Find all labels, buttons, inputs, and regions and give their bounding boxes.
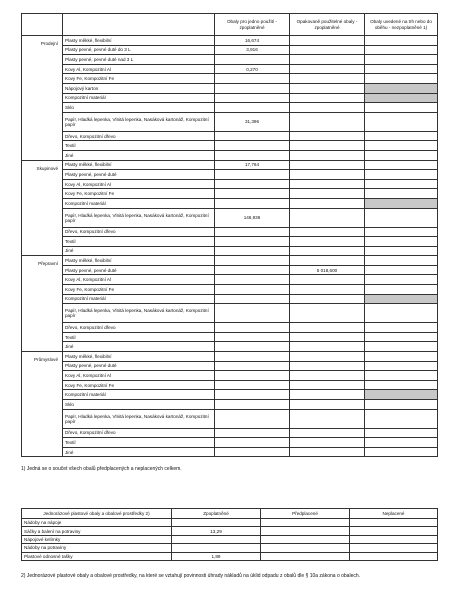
table-row	[22, 352, 438, 362]
value-unpaid	[365, 74, 438, 84]
value-unpaid	[350, 535, 438, 543]
table-row	[22, 227, 438, 237]
material-label: Plasty pevné, pevné duté	[63, 361, 215, 371]
table-row	[22, 371, 438, 381]
header-charged: Zpoplatněné	[172, 509, 261, 519]
material-label: Jiné	[63, 447, 215, 457]
value-reusable	[290, 208, 365, 227]
material-label: Dřevo, Kompozitní dřevo	[63, 131, 215, 141]
value-reusable	[290, 400, 365, 410]
value-single-use	[215, 371, 290, 381]
category-label: Nádoby na potraviny	[22, 544, 172, 552]
footnote-2: 2) Jednorázové plastové obaly a obalové prostředky, na které se vztahují povinnosti úhrady nákladů na úklid odpadu z obalů dle § 10a zákona o obalech.	[21, 573, 361, 579]
value-unpaid	[365, 304, 438, 323]
value-reusable	[290, 447, 365, 457]
material-label: Kompozitní materiál	[63, 390, 215, 400]
material-label: Kovy Al, Kompozitní Al	[63, 275, 215, 285]
value-single-use: 146,936	[215, 208, 290, 227]
value-single-use	[215, 323, 290, 333]
value-charged	[172, 519, 261, 527]
value-unpaid	[365, 55, 438, 65]
value-unpaid	[365, 342, 438, 352]
material-label: Sklo	[63, 103, 215, 113]
table-row	[22, 285, 438, 295]
material-label: Textil	[63, 438, 215, 448]
value-single-use: 0,270	[215, 64, 290, 74]
table-row	[22, 198, 438, 208]
header-unpaid: Neplacené	[350, 509, 438, 519]
table-row	[22, 400, 438, 410]
material-label: Kovy Fe, Kompozitní Fe	[63, 74, 215, 84]
value-single-use	[215, 304, 290, 323]
value-single-use	[215, 380, 290, 390]
table-row	[22, 447, 438, 457]
value-single-use	[215, 256, 290, 266]
value-reusable	[290, 170, 365, 180]
value-unpaid	[365, 179, 438, 189]
value-single-use: 16,674	[215, 36, 290, 46]
value-unpaid	[365, 390, 438, 400]
value-reusable	[290, 390, 365, 400]
value-unpaid	[365, 275, 438, 285]
value-single-use	[215, 409, 290, 428]
single-use-plastics-table	[21, 508, 438, 561]
material-label: Plasty pevné, pevné duté	[63, 170, 215, 180]
table-row	[22, 64, 438, 74]
value-unpaid	[365, 189, 438, 199]
table-row	[22, 93, 438, 103]
table-row	[22, 294, 438, 304]
material-label: Kovy Fe, Kompozitní Fe	[63, 189, 215, 199]
category-label: Nádoby na nápoje	[22, 519, 172, 527]
material-label: Kompozitní materiál	[63, 93, 215, 103]
value-unpaid	[365, 198, 438, 208]
value-reusable	[290, 285, 365, 295]
value-unpaid	[365, 256, 438, 266]
value-reusable	[290, 342, 365, 352]
value-reusable	[290, 150, 365, 160]
table-row	[22, 74, 438, 84]
table-row	[22, 361, 438, 371]
table-row	[22, 179, 438, 189]
table-row	[22, 103, 438, 113]
value-unpaid	[365, 332, 438, 342]
category-label: Sáčky a balení na potraviny	[22, 527, 172, 535]
value-single-use	[215, 390, 290, 400]
group-label: Průmyslové	[22, 352, 63, 457]
table-row	[22, 45, 438, 55]
material-label: Nápojový karton	[63, 83, 215, 93]
value-reusable	[290, 428, 365, 438]
value-reusable	[290, 409, 365, 428]
value-reusable	[290, 227, 365, 237]
packaging-table	[21, 13, 438, 457]
material-label: Textil	[63, 141, 215, 151]
value-single-use	[215, 150, 290, 160]
value-reusable	[290, 93, 365, 103]
value-reusable	[290, 131, 365, 141]
value-unpaid	[365, 400, 438, 410]
value-unpaid	[365, 246, 438, 256]
material-label: Plasty měkké, flexibilní	[63, 256, 215, 266]
value-single-use	[215, 198, 290, 208]
value-single-use	[215, 103, 290, 113]
value-reusable	[290, 294, 365, 304]
material-label: Kovy Fe, Kompozitní Fe	[63, 380, 215, 390]
value-reusable	[290, 36, 365, 46]
table-row	[22, 304, 438, 323]
value-prepaid	[261, 527, 350, 535]
value-unpaid	[365, 447, 438, 457]
value-reusable	[290, 371, 365, 381]
header-single-use: Obaly pro jedno použití - zpoplatněné	[215, 14, 290, 36]
value-single-use	[215, 74, 290, 84]
value-prepaid	[261, 552, 350, 560]
value-unpaid	[365, 409, 438, 428]
footnote-1: 1) Jedná se o součet všech obalů předplacených a neplacených celkem.	[21, 466, 182, 472]
value-single-use	[215, 294, 290, 304]
value-unpaid	[365, 64, 438, 74]
value-reusable	[290, 83, 365, 93]
value-unpaid	[350, 552, 438, 560]
value-single-use	[215, 189, 290, 199]
group-label: Skupinové	[22, 160, 63, 256]
value-single-use	[215, 285, 290, 295]
value-unpaid	[365, 131, 438, 141]
value-reusable	[290, 256, 365, 266]
table-row	[22, 342, 438, 352]
material-label: Textil	[63, 332, 215, 342]
value-reusable	[290, 438, 365, 448]
table-row	[22, 552, 438, 560]
table-row	[22, 189, 438, 199]
value-reusable	[290, 74, 365, 84]
value-single-use	[215, 141, 290, 151]
value-reusable	[290, 64, 365, 74]
value-unpaid	[365, 237, 438, 247]
table-row	[22, 519, 438, 527]
value-single-use: 31,396	[215, 112, 290, 131]
material-label: Kompozitní materiál	[63, 198, 215, 208]
value-single-use: 17,764	[215, 160, 290, 170]
material-label: Kovy Fe, Kompozitní Fe	[63, 285, 215, 295]
value-unpaid	[365, 150, 438, 160]
value-single-use	[215, 179, 290, 189]
group-label: Přepravní	[22, 256, 63, 352]
value-reusable	[290, 198, 365, 208]
value-reusable	[290, 141, 365, 151]
value-single-use	[215, 428, 290, 438]
material-label: Papír, Hladká lepenka, Vlnitá lepenka, Nasáková kartonáž, Kompozitní papír	[63, 304, 215, 323]
table-row	[22, 390, 438, 400]
material-label: Plasty pevné, pevné duté	[63, 265, 215, 275]
value-reusable	[290, 275, 365, 285]
header-row	[22, 509, 438, 519]
value-reusable	[290, 332, 365, 342]
header-row	[22, 14, 438, 36]
material-label: Plasty měkké, flexibilní	[63, 36, 215, 46]
value-unpaid	[365, 83, 438, 93]
value-charged	[172, 544, 261, 552]
table-row	[22, 275, 438, 285]
value-single-use	[215, 361, 290, 371]
table-row	[22, 141, 438, 151]
value-unpaid	[365, 93, 438, 103]
value-reusable	[290, 380, 365, 390]
value-unpaid	[365, 428, 438, 438]
table-row	[22, 332, 438, 342]
value-charged	[172, 535, 261, 543]
value-unpaid	[365, 227, 438, 237]
table-row	[22, 170, 438, 180]
table-row	[22, 83, 438, 93]
value-reusable	[290, 45, 365, 55]
value-single-use	[215, 55, 290, 65]
value-reusable	[290, 361, 365, 371]
table-row	[22, 544, 438, 552]
value-prepaid	[261, 535, 350, 543]
material-label: Textil	[63, 237, 215, 247]
table-row	[22, 527, 438, 535]
material-label: Papír, Hladká lepenka, Vlnitá lepenka, Nasáková kartonáž, Kompozitní papír	[63, 112, 215, 131]
value-unpaid	[365, 285, 438, 295]
value-single-use	[215, 246, 290, 256]
material-label: Kovy Al, Kompozitní Al	[63, 179, 215, 189]
value-reusable	[290, 304, 365, 323]
value-unpaid	[365, 438, 438, 448]
value-single-use	[215, 447, 290, 457]
value-single-use: 3,916	[215, 45, 290, 55]
value-prepaid	[261, 544, 350, 552]
table-row	[22, 535, 438, 543]
value-unpaid	[350, 527, 438, 535]
value-reusable	[290, 160, 365, 170]
material-label: Plasty měkké, flexibilní	[63, 352, 215, 362]
value-single-use	[215, 275, 290, 285]
value-reusable	[290, 246, 365, 256]
material-label: Kompozitní materiál	[63, 294, 215, 304]
header-blank	[22, 14, 63, 36]
value-unpaid	[350, 544, 438, 552]
material-label: Jiné	[63, 246, 215, 256]
table-row	[22, 131, 438, 141]
material-label: Papír, Hladká lepenka, Vlnitá lepenka, Nasáková kartonáž, Kompozitní papír	[63, 208, 215, 227]
value-reusable	[290, 189, 365, 199]
table-row	[22, 150, 438, 160]
table-row	[22, 380, 438, 390]
material-label: Dřevo, Kompozitní dřevo	[63, 428, 215, 438]
header-blank	[63, 14, 215, 36]
table-row	[22, 160, 438, 170]
value-single-use	[215, 438, 290, 448]
material-label: Kovy Al, Kompozitní Al	[63, 64, 215, 74]
value-reusable	[290, 179, 365, 189]
table-row	[22, 438, 438, 448]
group-label: Prodejní	[22, 36, 63, 161]
table-row	[22, 323, 438, 333]
value-single-use	[215, 237, 290, 247]
value-reusable	[290, 237, 365, 247]
table-row	[22, 409, 438, 428]
material-label: Jiné	[63, 150, 215, 160]
value-reusable	[290, 103, 365, 113]
value-single-use	[215, 332, 290, 342]
value-unpaid	[365, 160, 438, 170]
material-label: Kovy Al, Kompozitní Al	[63, 371, 215, 381]
value-prepaid	[261, 519, 350, 527]
material-label: Jiné	[63, 342, 215, 352]
value-unpaid	[365, 352, 438, 362]
value-reusable: 5 018,600	[290, 265, 365, 275]
value-unpaid	[365, 45, 438, 55]
value-charged: 1,89	[172, 552, 261, 560]
header-unpaid: Obaly uvedené na trh nebo do oběhu - nezpoplatněné 1)	[365, 14, 438, 36]
table-row	[22, 246, 438, 256]
material-label: Dřevo, Kompozitní dřevo	[63, 323, 215, 333]
value-unpaid	[365, 323, 438, 333]
table-row	[22, 237, 438, 247]
value-unpaid	[365, 141, 438, 151]
value-single-use	[215, 265, 290, 275]
value-unpaid	[365, 112, 438, 131]
table-row	[22, 208, 438, 227]
value-single-use	[215, 93, 290, 103]
value-single-use	[215, 83, 290, 93]
table-row	[22, 36, 438, 46]
table-row	[22, 428, 438, 438]
value-unpaid	[365, 265, 438, 275]
table-row	[22, 55, 438, 65]
value-charged: 13,29	[172, 527, 261, 535]
value-unpaid	[365, 361, 438, 371]
header-category: Jednorázové plastové obaly a obalové prostředky 2)	[22, 509, 172, 519]
value-single-use	[215, 170, 290, 180]
table-row	[22, 265, 438, 275]
value-unpaid	[365, 371, 438, 381]
value-single-use	[215, 227, 290, 237]
value-single-use	[215, 342, 290, 352]
material-label: Dřevo, Kompozitní dřevo	[63, 227, 215, 237]
value-single-use	[215, 352, 290, 362]
value-unpaid	[365, 380, 438, 390]
value-unpaid	[365, 170, 438, 180]
header-reusable: Opakovaně použitelné obaly - zpoplatněné	[290, 14, 365, 36]
material-label: Plasty měkké, flexibilní	[63, 160, 215, 170]
value-unpaid	[365, 208, 438, 227]
value-reusable	[290, 323, 365, 333]
value-single-use	[215, 400, 290, 410]
material-label: Sklo	[63, 400, 215, 410]
category-label: Plastové odnosné tašky	[22, 552, 172, 560]
category-label: Nápojové kelímky	[22, 535, 172, 543]
value-unpaid	[365, 36, 438, 46]
value-unpaid	[350, 519, 438, 527]
value-single-use	[215, 131, 290, 141]
value-reusable	[290, 112, 365, 131]
table-row	[22, 256, 438, 266]
value-unpaid	[365, 103, 438, 113]
value-reusable	[290, 55, 365, 65]
material-label: Plasty pevné, pevné duté nad 3 L	[63, 55, 215, 65]
value-reusable	[290, 352, 365, 362]
material-label: Plasty pevné, pevné duté do 3 L	[63, 45, 215, 55]
material-label: Papír, Hladká lepenka, Vlnitá lepenka, Nasáková kartonáž, Kompozitní papír	[63, 409, 215, 428]
table-row	[22, 112, 438, 131]
header-prepaid: Předplacené	[261, 509, 350, 519]
value-unpaid	[365, 294, 438, 304]
